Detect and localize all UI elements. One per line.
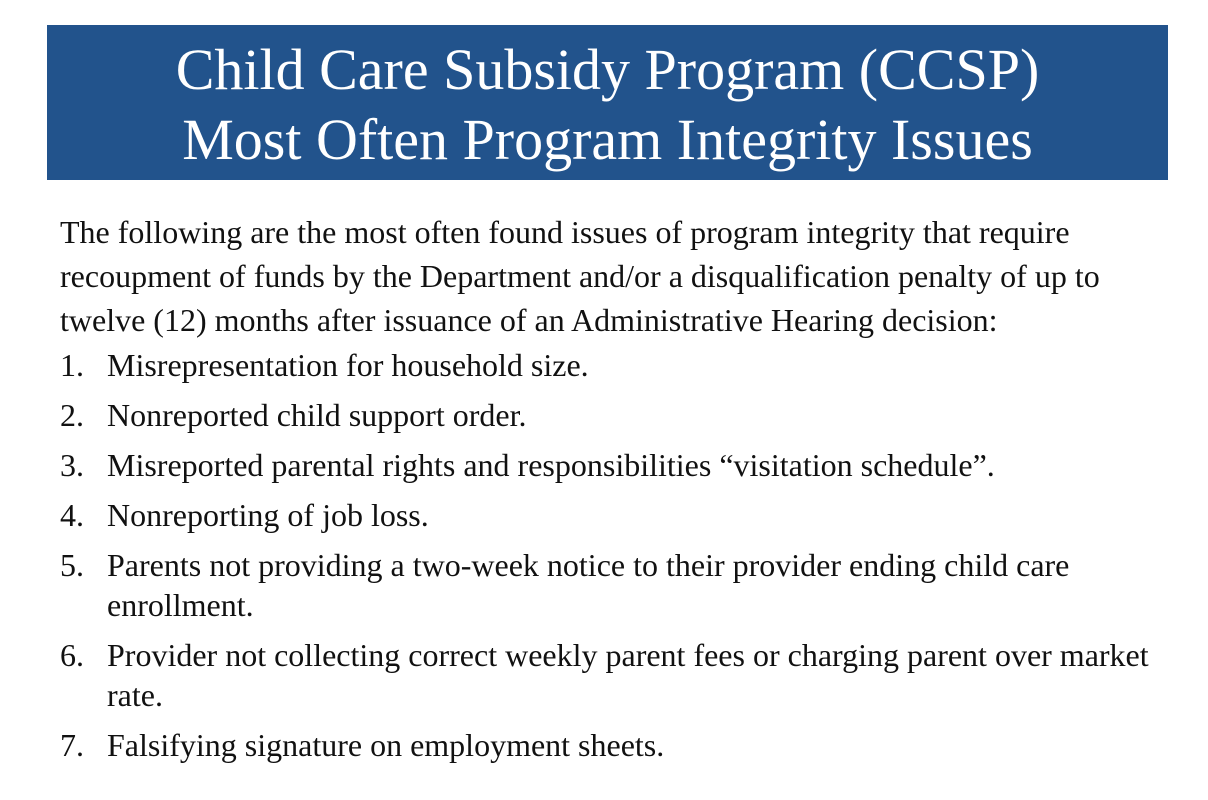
- issue-text: Nonreporting of job loss.: [107, 497, 429, 533]
- issue-number: 2.: [60, 397, 84, 433]
- issue-item-4: [60, 495, 1160, 535]
- issue-item-7: [60, 725, 1160, 765]
- intro-paragraph: The following are the most often found issues of program integrity that require recoupment of funds by the Department and/or a disqualification penalty of up to twelve (12) months after issuance of an Administrative Hearing decision:: [60, 214, 1100, 338]
- issue-number: 5.: [60, 547, 84, 583]
- issue-number: 3.: [60, 447, 84, 483]
- issue-text: Nonreported child support order.: [107, 397, 527, 433]
- issue-text: Misreported parental rights and responsibilities “visitation schedule”.: [107, 447, 995, 483]
- issue-item-6: [60, 635, 1160, 715]
- issue-number: 4.: [60, 497, 84, 533]
- issue-text: Misrepresentation for household size.: [107, 347, 589, 383]
- issue-item-1: [60, 345, 1160, 385]
- issue-number: 1.: [60, 347, 84, 383]
- issue-number: 7.: [60, 727, 84, 763]
- title-line-1: Child Care Subsidy Program (CCSP): [175, 37, 1040, 102]
- issue-text: Provider not collecting correct weekly parent fees or charging parent over market rate.: [107, 637, 1149, 713]
- issue-item-2: [60, 395, 1160, 435]
- issue-item-3: [60, 445, 1160, 485]
- issue-text: Parents not providing a two-week notice to their provider ending child care enrollment.: [107, 547, 1070, 623]
- issue-item-5: [60, 545, 1160, 625]
- title-line-2: Most Often Program Integrity Issues: [182, 107, 1033, 172]
- issue-list: [60, 345, 1160, 765]
- slide-content: [60, 210, 1160, 775]
- title-banner: [47, 25, 1168, 180]
- issue-number: 6.: [60, 637, 84, 673]
- issue-text: Falsifying signature on employment sheets.: [107, 727, 665, 763]
